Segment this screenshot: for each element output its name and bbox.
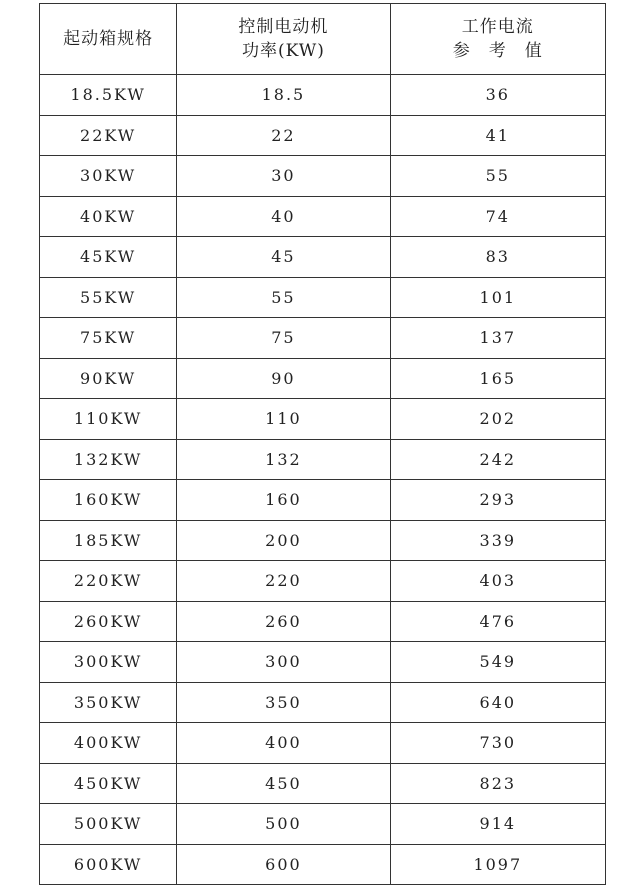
table-row [40, 156, 606, 197]
cell-starter-spec: 500KW [40, 804, 177, 845]
cell-working-current: 823 [390, 763, 605, 804]
cell-starter-spec: 90KW [40, 358, 177, 399]
table-row [40, 115, 606, 156]
cell-motor-power: 350 [177, 682, 390, 723]
cell-motor-power: 90 [177, 358, 390, 399]
cell-motor-power: 600 [177, 844, 390, 885]
table-row [40, 399, 606, 440]
cell-motor-power: 40 [177, 196, 390, 237]
cell-motor-power: 500 [177, 804, 390, 845]
cell-working-current: 403 [390, 561, 605, 602]
cell-working-current: 242 [390, 439, 605, 480]
cell-starter-spec: 260KW [40, 601, 177, 642]
table-row [40, 439, 606, 480]
table-header [40, 4, 606, 75]
cell-starter-spec: 400KW [40, 723, 177, 764]
cell-working-current: 36 [390, 75, 605, 116]
cell-starter-spec: 600KW [40, 844, 177, 885]
cell-motor-power: 160 [177, 480, 390, 521]
cell-starter-spec: 30KW [40, 156, 177, 197]
cell-motor-power: 55 [177, 277, 390, 318]
header-starter-spec [40, 4, 177, 75]
table-row [40, 601, 606, 642]
cell-working-current: 55 [390, 156, 605, 197]
cell-working-current: 137 [390, 318, 605, 359]
starter-spec-table [39, 3, 606, 885]
cell-working-current: 339 [390, 520, 605, 561]
table-row [40, 642, 606, 683]
cell-motor-power: 75 [177, 318, 390, 359]
cell-motor-power: 300 [177, 642, 390, 683]
cell-working-current: 83 [390, 237, 605, 278]
cell-starter-spec: 55KW [40, 277, 177, 318]
cell-motor-power: 22 [177, 115, 390, 156]
table-row [40, 561, 606, 602]
cell-working-current: 549 [390, 642, 605, 683]
table-row [40, 237, 606, 278]
cell-working-current: 165 [390, 358, 605, 399]
cell-starter-spec: 450KW [40, 763, 177, 804]
header-motor-power-line2: 功率(KW) [242, 41, 325, 61]
table-row [40, 480, 606, 521]
cell-motor-power: 260 [177, 601, 390, 642]
table-row [40, 804, 606, 845]
cell-starter-spec: 185KW [40, 520, 177, 561]
table-row [40, 682, 606, 723]
cell-working-current: 202 [390, 399, 605, 440]
cell-working-current: 1097 [390, 844, 605, 885]
cell-starter-spec: 40KW [40, 196, 177, 237]
table-row [40, 277, 606, 318]
cell-motor-power: 110 [177, 399, 390, 440]
table-row [40, 196, 606, 237]
cell-motor-power: 18.5 [177, 75, 390, 116]
cell-motor-power: 450 [177, 763, 390, 804]
cell-starter-spec: 220KW [40, 561, 177, 602]
cell-working-current: 640 [390, 682, 605, 723]
table-row [40, 520, 606, 561]
table-body [40, 75, 606, 885]
header-motor-power [177, 4, 390, 75]
cell-motor-power: 30 [177, 156, 390, 197]
table-row [40, 763, 606, 804]
cell-working-current: 101 [390, 277, 605, 318]
table-row [40, 358, 606, 399]
header-working-current-line2: 参 考 值 [452, 41, 543, 61]
cell-motor-power: 220 [177, 561, 390, 602]
cell-starter-spec: 45KW [40, 237, 177, 278]
cell-motor-power: 200 [177, 520, 390, 561]
header-working-current-line1: 工作电流 [461, 17, 534, 37]
table-row [40, 723, 606, 764]
header-working-current [390, 4, 605, 75]
cell-starter-spec: 350KW [40, 682, 177, 723]
header-starter-spec-label: 起动箱规格 [63, 29, 154, 49]
cell-working-current: 293 [390, 480, 605, 521]
cell-starter-spec: 75KW [40, 318, 177, 359]
cell-starter-spec: 300KW [40, 642, 177, 683]
cell-working-current: 914 [390, 804, 605, 845]
table-row [40, 318, 606, 359]
cell-starter-spec: 22KW [40, 115, 177, 156]
cell-starter-spec: 18.5KW [40, 75, 177, 116]
table-row [40, 75, 606, 116]
cell-working-current: 41 [390, 115, 605, 156]
table-row [40, 844, 606, 885]
header-row [40, 4, 606, 75]
cell-motor-power: 132 [177, 439, 390, 480]
cell-working-current: 476 [390, 601, 605, 642]
cell-starter-spec: 132KW [40, 439, 177, 480]
cell-working-current: 74 [390, 196, 605, 237]
cell-starter-spec: 160KW [40, 480, 177, 521]
cell-starter-spec: 110KW [40, 399, 177, 440]
cell-motor-power: 45 [177, 237, 390, 278]
cell-working-current: 730 [390, 723, 605, 764]
header-motor-power-line1: 控制电动机 [238, 17, 329, 37]
cell-motor-power: 400 [177, 723, 390, 764]
